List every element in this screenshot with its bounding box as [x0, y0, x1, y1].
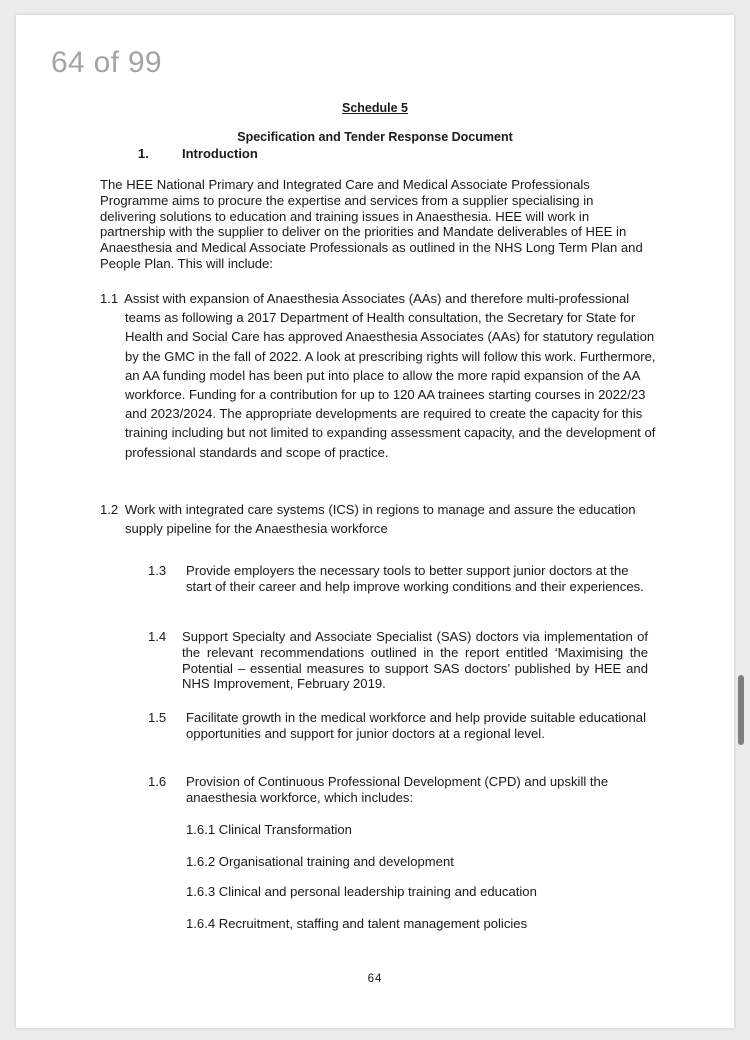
- item-number: 1.6: [148, 774, 167, 789]
- section-number: 1.: [138, 146, 149, 161]
- intro-paragraph: The HEE National Primary and Integrated Care and Medical Associate Professionals Programme aims to procure the expertise and services from a supplier specialising in delivering solutions to education and training issues in Anaesthesia. HEE will work in partnership with the supplier to deliver on the priorities and Mandate deliverables of HEE in Anaesthesia and Medical Associate Professionals as outlined in the NHS Long Term Plan and People Plan. This will include:: [100, 177, 643, 271]
- sub-list-item: 1.6.3 Clinical and personal leadership training and education: [186, 884, 537, 899]
- sub-list-item: 1.6.1 Clinical Transformation: [186, 822, 352, 837]
- section-title: Introduction: [182, 146, 258, 161]
- item-text: Provision of Continuous Professional Development (CPD) and upskill the anaesthesia workforce, which includes:: [186, 774, 609, 805]
- item-number: 1.5: [148, 710, 167, 725]
- item-text: Facilitate growth in the medical workforce and help provide suitable educational opportunities and support for junior doctors at a regional level.: [186, 710, 646, 741]
- vertical-scrollbar-thumb[interactable]: [738, 675, 744, 745]
- sub-list-item: 1.6.2 Organisational training and development: [186, 854, 454, 869]
- item-text: Support Specialty and Associate Specialist (SAS) doctors via implementation of the relevant recommendations outlined in the report entitled ‘Maximising the Potential – essential measures to support SAS doctors’ published by HEE and NHS Improvement, February 2019.: [182, 629, 648, 692]
- list-item-1-2: [100, 500, 660, 538]
- sub-list-item: 1.6.4 Recruitment, staffing and talent management policies: [186, 916, 528, 931]
- schedule-heading: Schedule 5: [342, 101, 408, 115]
- item-text: Assist with expansion of Anaesthesia Associates (AAs) and therefore multi-professional teams as following a 2017 Department of Health consultation, the Secretary for State for Health and Social Care has approved Anaesthesia Associates (AAs) for statutory regulation by the GMC in the fall of 2022. A look at prescribing rights will follow this work. Furthermore, an AA funding model has been put into place to allow the more rapid expansion of the AA workforce. Funding for a contribution for up to 120 AA trainees starting courses in 2022/23 and 2023/2024. The appropriate developments are required to create the capacity for this training including but not limited to expanding assessment capacity, and the development of professional standards and scope of practice.: [124, 291, 656, 460]
- list-item-1-1: [100, 289, 660, 462]
- page-counter: 64 of 99: [51, 46, 162, 79]
- document-title: Specification and Tender Response Document: [237, 130, 513, 144]
- item-number: 1.3: [148, 563, 167, 578]
- item-number: 1.1: [100, 291, 119, 306]
- item-text: Work with integrated care systems (ICS) in regions to manage and assure the education supply pipeline for the Anaesthesia workforce: [124, 502, 636, 537]
- item-number: 1.2: [100, 502, 119, 517]
- footer-page-number: 64: [367, 973, 383, 985]
- item-number: 1.4: [148, 629, 167, 644]
- item-text: Provide employers the necessary tools to better support junior doctors at the start of their career and help improve working conditions and their experiences.: [186, 563, 644, 594]
